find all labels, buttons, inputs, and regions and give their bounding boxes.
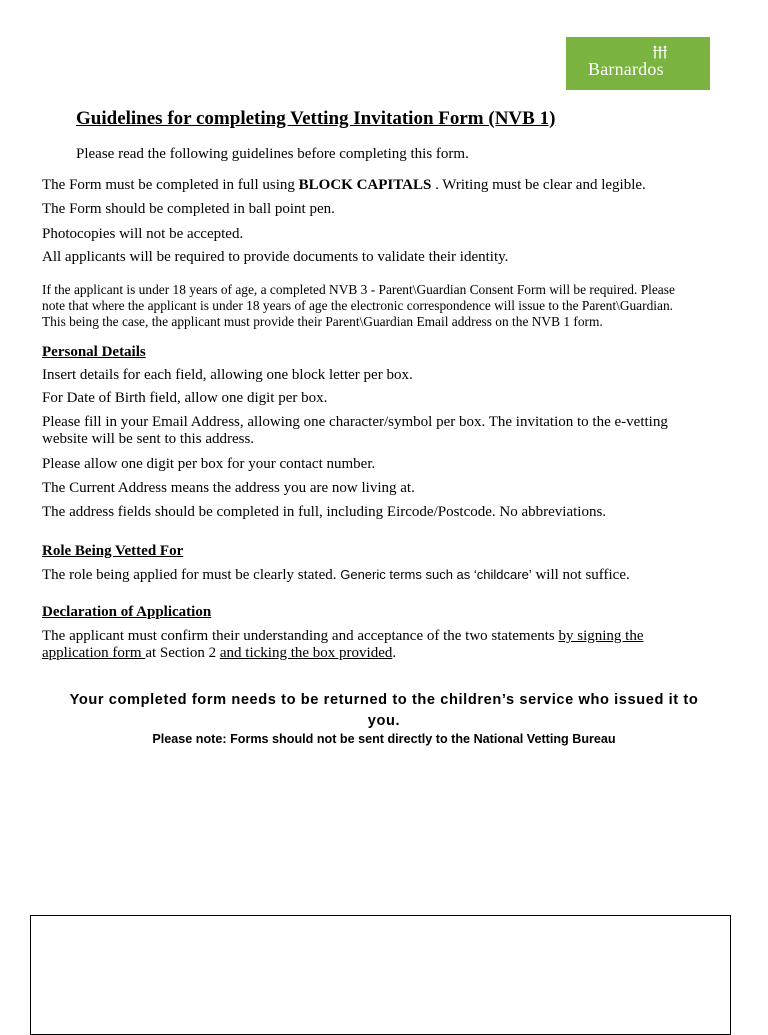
personal-details-line: The Current Address means the address you are now living at. [42, 480, 415, 496]
personal-details-line: Insert details for each field, allowing one block letter per box. [42, 367, 413, 383]
declaration-line-2: application form at Section 2 and ticking the box provided. [42, 645, 397, 661]
under18-line-2: note that where the applicant is under 18 years of age the electronic correspondence will issue to the Parent\Guardian. [42, 298, 673, 313]
bureau-note: Please note: Forms should not be sent directly to the National Vetting Bureau [152, 732, 616, 746]
logo-text: Barnardos [588, 59, 664, 79]
under18-line-1: If the applicant is under 18 years of age, a completed NVB 3 - Parent\Guardian Consent Form will be required. Please [42, 282, 675, 297]
personal-details-heading: Personal Details [42, 344, 146, 360]
documents-line: All applicants will be required to provide documents to validate their identity. [42, 249, 509, 265]
block-capitals-line: The Form must be completed in full using BLOCK CAPITALS . Writing must be clear and legible. [42, 177, 646, 193]
role-text: The role being applied for must be clearly stated. Generic terms such as ‘childcare’ will not suffice. [42, 567, 630, 583]
return-notice: Your completed form needs to be returned to the children’s service who issued it to you. [69, 692, 699, 729]
photocopies-line: Photocopies will not be accepted. [42, 226, 244, 242]
personal-details-line: Please fill in your Email Address, allowing one character/symbol per box. The invitation to the e-vetting [42, 414, 668, 430]
ball-point-line: The Form should be completed in ball point pen. [42, 201, 335, 217]
personal-details-line: website will be sent to this address. [42, 431, 255, 447]
role-heading: Role Being Vetted For [42, 543, 184, 559]
page-title: Guidelines for completing Vetting Invitation Form (NVB 1) [76, 108, 556, 129]
declaration-line-1: The applicant must confirm their understanding and acceptance of the two statements by signing the [42, 628, 644, 644]
barnardos-logo [566, 37, 710, 90]
under18-line-3: This being the case, the applicant must provide their Parent\Guardian Email address on the NVB 1 form. [42, 314, 603, 329]
personal-details-line: For Date of Birth field, allow one digit per box. [42, 390, 328, 406]
personal-details-line: The address fields should be completed in full, including Eircode/Postcode. No abbreviations. [42, 504, 607, 520]
declaration-heading: Declaration of Application [42, 604, 212, 620]
bordered-box [30, 915, 731, 1035]
personal-details-line: Please allow one digit per box for your contact number. [42, 456, 376, 472]
intro-text: Please read the following guidelines before completing this form. [76, 146, 469, 162]
